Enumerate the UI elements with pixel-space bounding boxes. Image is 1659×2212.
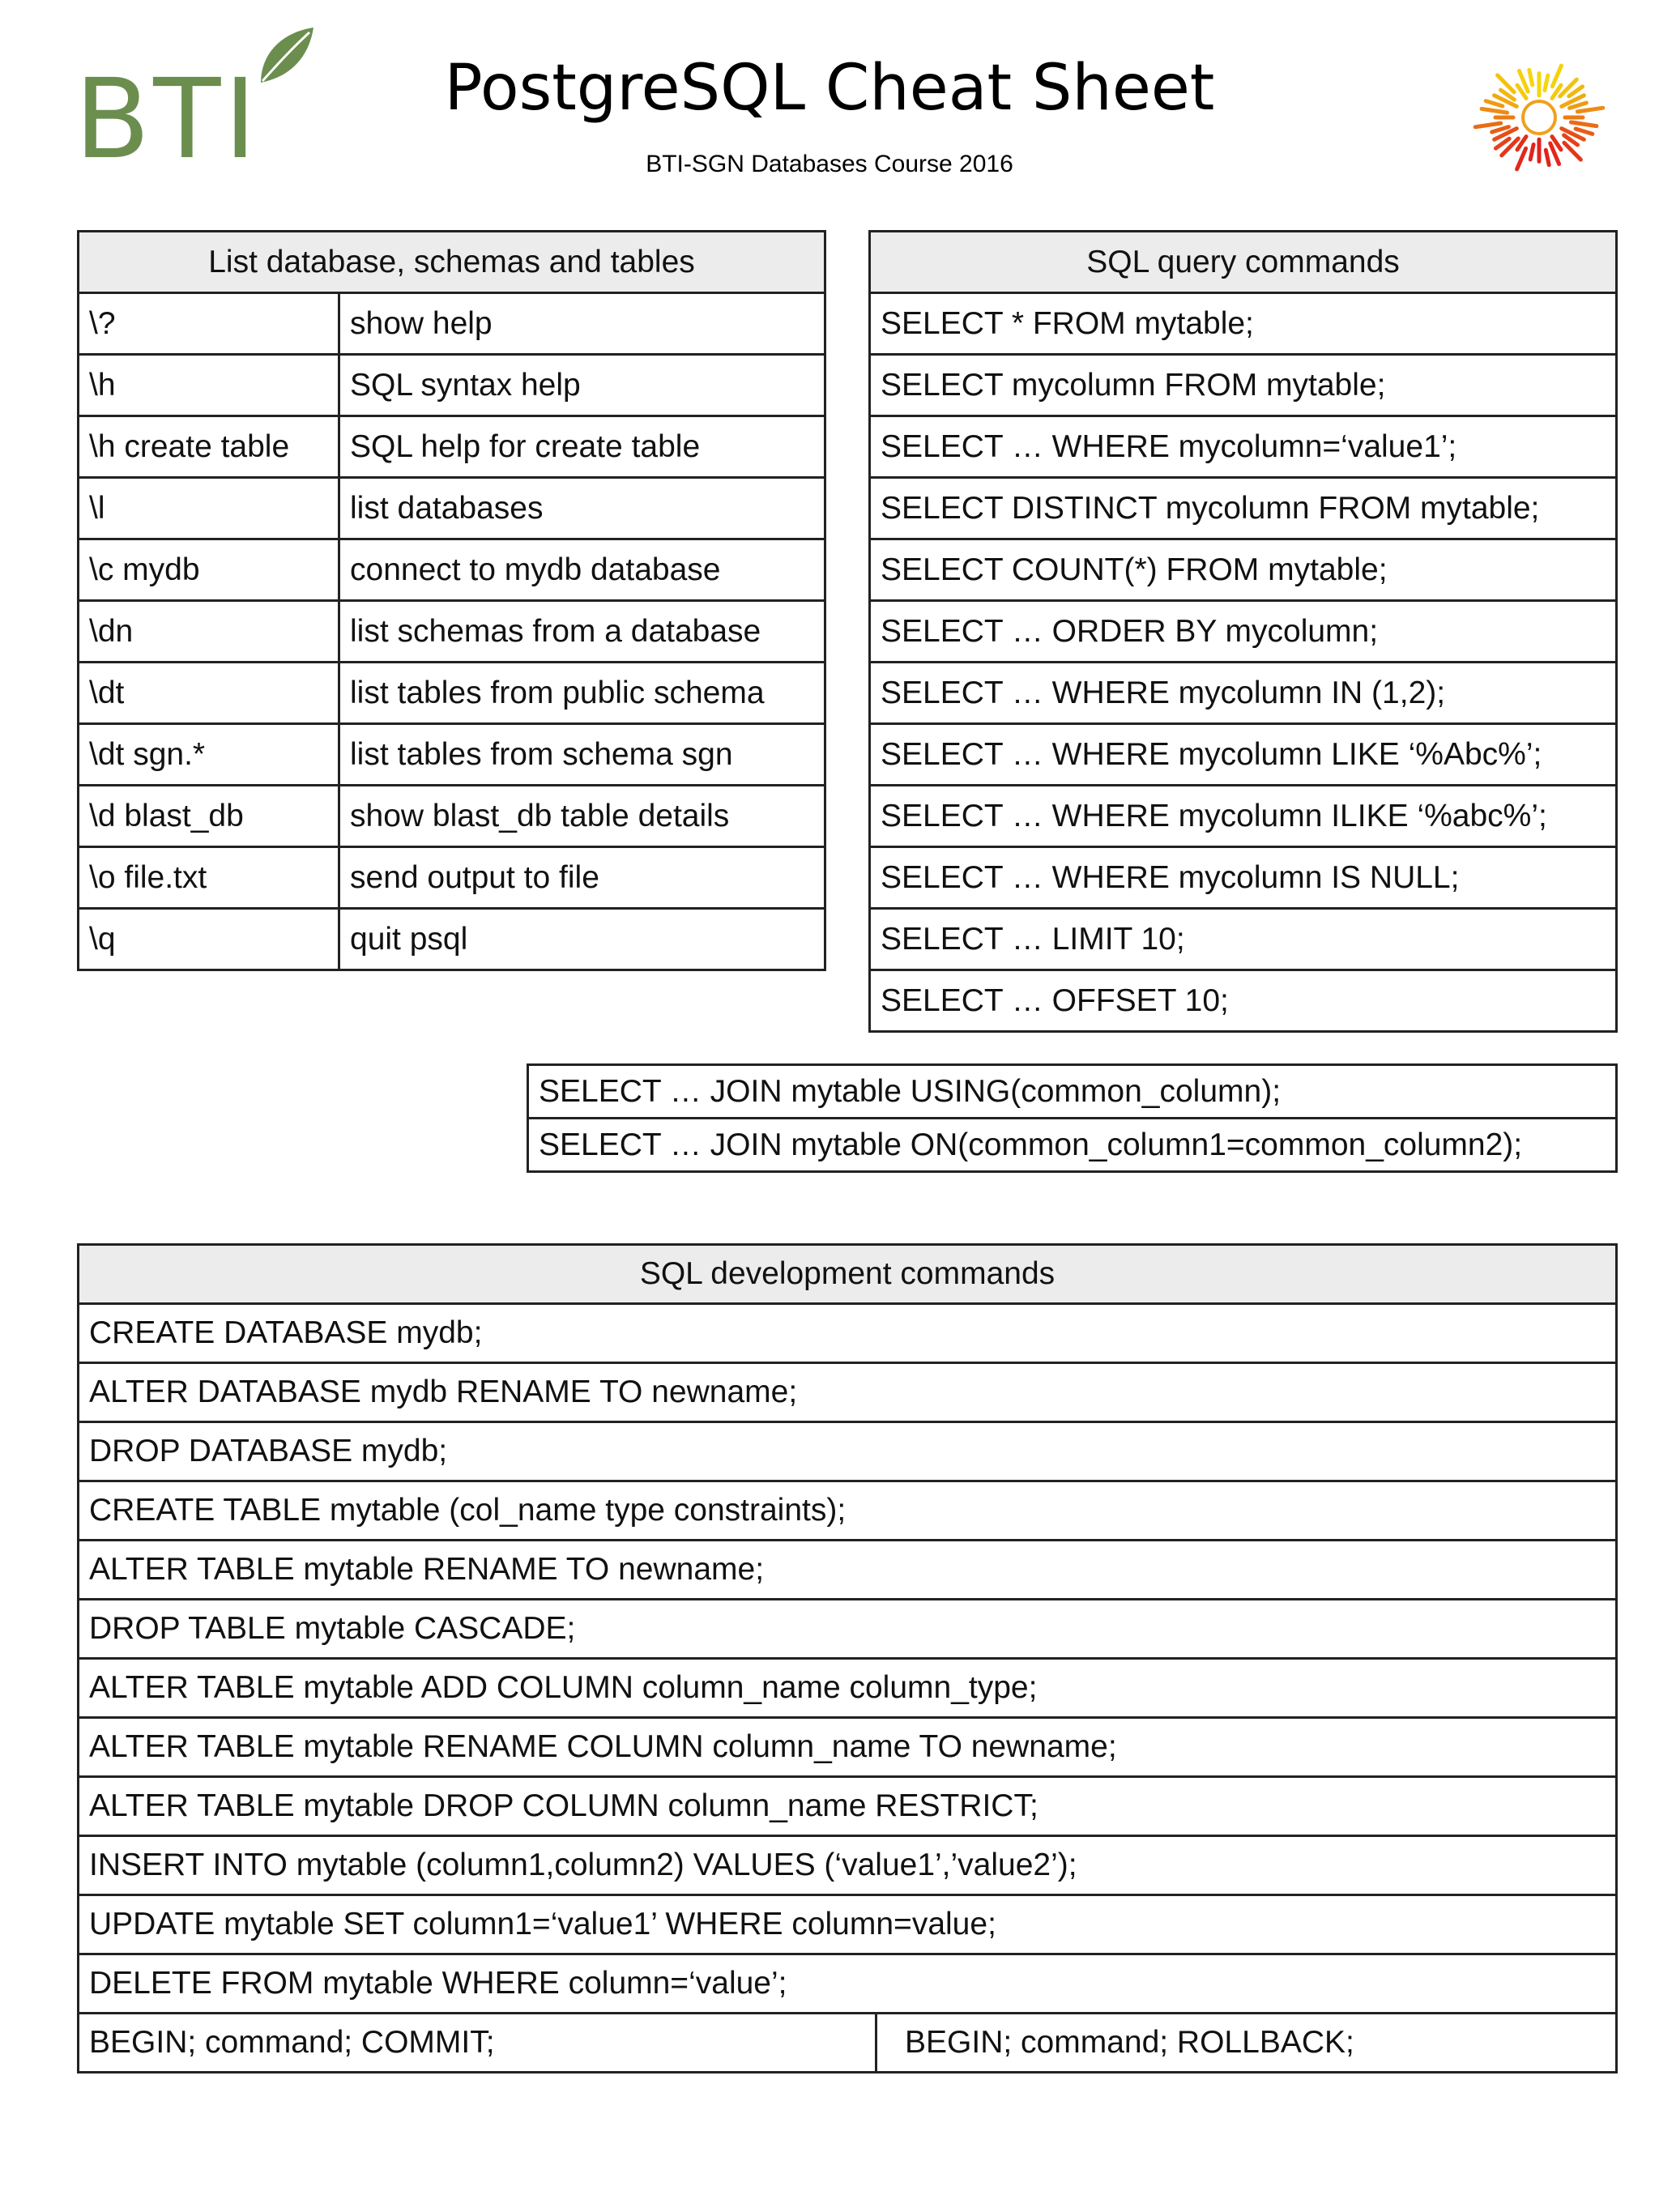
table-row <box>79 355 825 416</box>
command-cell: \dt <box>79 663 339 724</box>
join-cell: SELECT … JOIN mytable USING(common_column); <box>528 1065 1617 1119</box>
dev-command-cell: ALTER TABLE mytable RENAME COLUMN column_name TO newname; <box>79 1718 1617 1777</box>
query-cell: SELECT DISTINCT mycolumn FROM mytable; <box>870 478 1617 539</box>
table-row <box>528 1065 1617 1119</box>
table-row <box>870 355 1617 416</box>
description-cell: list schemas from a database <box>339 601 825 663</box>
table-row <box>870 416 1617 478</box>
join-cell: SELECT … JOIN mytable ON(common_column1=common_column2); <box>528 1119 1617 1172</box>
command-cell: \? <box>79 293 339 355</box>
table-row <box>79 847 825 909</box>
description-cell: list tables from schema sgn <box>339 724 825 786</box>
dev-command-cell: INSERT INTO mytable (column1,column2) VALUES (‘value1’,’value2’); <box>79 1836 1617 1895</box>
description-cell: connect to mydb database <box>339 539 825 601</box>
table-row <box>870 663 1617 724</box>
query-cell: SELECT … WHERE mycolumn IN (1,2); <box>870 663 1617 724</box>
dev-command-cell: CREATE TABLE mytable (col_name type constraints); <box>79 1481 1617 1541</box>
table-row <box>79 1954 1617 2014</box>
description-cell: list tables from public schema <box>339 663 825 724</box>
sunburst-ray <box>1486 101 1503 106</box>
description-cell: show help <box>339 293 825 355</box>
table-row <box>79 663 825 724</box>
command-cell: \c mydb <box>79 539 339 601</box>
dev-command-cell: CREATE DATABASE mydb; <box>79 1304 1617 1363</box>
dev-command-cell: DROP DATABASE mydb; <box>79 1422 1617 1481</box>
description-cell: show blast_db table details <box>339 786 825 847</box>
description-cell: send output to file <box>339 847 825 909</box>
command-cell: \h <box>79 355 339 416</box>
rollback-cell: BEGIN; command; ROLLBACK; <box>876 2014 1617 2073</box>
table-row <box>79 293 825 355</box>
command-cell: \d blast_db <box>79 786 339 847</box>
description-cell: list databases <box>339 478 825 539</box>
sunburst-ray <box>1530 145 1533 160</box>
table-row <box>79 601 825 663</box>
sunburst-ray <box>1546 150 1549 164</box>
table-row <box>79 1836 1617 1895</box>
command-cell: \o file.txt <box>79 847 339 909</box>
query-cell: SELECT … WHERE mycolumn ILIKE ‘%abc%’; <box>870 786 1617 847</box>
sunburst-ray <box>1570 103 1587 108</box>
table-row <box>79 2014 1617 2073</box>
query-cell: SELECT mycolumn FROM mytable; <box>870 355 1617 416</box>
query-cell: SELECT * FROM mytable; <box>870 293 1617 355</box>
command-cell: \l <box>79 478 339 539</box>
sunburst-ray <box>1552 66 1561 87</box>
query-cell: SELECT … WHERE mycolumn IS NULL; <box>870 847 1617 909</box>
table-row <box>528 1119 1617 1172</box>
query-cell: SELECT … OFFSET 10; <box>870 970 1617 1032</box>
logo-text: BTI <box>75 56 260 184</box>
description-cell: SQL help for create table <box>339 416 825 478</box>
table-row <box>79 1422 1617 1481</box>
sunburst-ray <box>1576 129 1593 134</box>
list-commands-heading: List database, schemas and tables <box>79 232 825 293</box>
table-row <box>870 970 1617 1032</box>
page-subtitle: BTI-SGN Databases Course 2016 <box>646 151 1013 177</box>
sunburst-ray <box>1517 148 1526 169</box>
sunburst-ray <box>1577 108 1603 112</box>
table-row <box>79 1481 1617 1541</box>
dev-command-cell: ALTER DATABASE mydb RENAME TO newname; <box>79 1363 1617 1422</box>
query-commands-heading: SQL query commands <box>870 232 1617 293</box>
table-row <box>79 724 825 786</box>
dev-command-cell: ALTER TABLE mytable RENAME TO newname; <box>79 1541 1617 1600</box>
table-row <box>79 1659 1617 1718</box>
table-row <box>870 478 1617 539</box>
table-row <box>870 601 1617 663</box>
table-row <box>870 293 1617 355</box>
query-cell: SELECT COUNT(*) FROM mytable; <box>870 539 1617 601</box>
commit-cell: BEGIN; command; COMMIT; <box>79 2014 876 2073</box>
dev-command-cell: ALTER TABLE mytable ADD COLUMN column_name column_type; <box>79 1659 1617 1718</box>
list-commands-table <box>77 230 826 971</box>
table-row <box>79 539 825 601</box>
dev-command-cell: DELETE FROM mytable WHERE column=‘value’; <box>79 1954 1617 2014</box>
table-row <box>79 1304 1617 1363</box>
sunburst-icon <box>1458 49 1620 186</box>
query-cell: SELECT … WHERE mycolumn LIKE ‘%Abc%’; <box>870 724 1617 786</box>
table-row <box>870 909 1617 970</box>
table-row <box>79 1363 1617 1422</box>
description-cell: SQL syntax help <box>339 355 825 416</box>
table-row <box>79 1895 1617 1954</box>
query-cell: SELECT … LIMIT 10; <box>870 909 1617 970</box>
table-row <box>870 847 1617 909</box>
table-row <box>870 539 1617 601</box>
page-title: PostgreSQL Cheat Sheet <box>444 52 1215 125</box>
table-row <box>79 1600 1617 1659</box>
dev-command-cell: UPDATE mytable SET column1=‘value1’ WHERE column=value; <box>79 1895 1617 1954</box>
table-row <box>79 786 825 847</box>
command-cell: \q <box>79 909 339 970</box>
sunburst-ray <box>1545 75 1548 90</box>
sunburst-ray <box>1475 123 1501 127</box>
command-cell: \h create table <box>79 416 339 478</box>
command-cell: \dn <box>79 601 339 663</box>
table-row <box>79 478 825 539</box>
sunburst-ray <box>1571 122 1597 126</box>
query-commands-table <box>868 230 1618 1033</box>
description-cell: quit psql <box>339 909 825 970</box>
table-row <box>79 909 825 970</box>
sunburst-ray <box>1529 70 1533 84</box>
sunburst-ray <box>1492 127 1509 132</box>
sunburst-ray <box>1482 109 1508 113</box>
dev-command-cell: ALTER TABLE mytable DROP COLUMN column_name RESTRICT; <box>79 1777 1617 1836</box>
sunburst-core <box>1523 101 1555 134</box>
dev-command-cell: DROP TABLE mytable CASCADE; <box>79 1600 1617 1659</box>
table-row <box>870 724 1617 786</box>
command-cell: \dt sgn.* <box>79 724 339 786</box>
query-cell: SELECT … WHERE mycolumn=‘value1’; <box>870 416 1617 478</box>
table-row <box>870 786 1617 847</box>
table-row <box>79 1777 1617 1836</box>
join-commands-table <box>527 1063 1618 1173</box>
table-row <box>79 1718 1617 1777</box>
development-commands-heading: SQL development commands <box>79 1245 1617 1304</box>
query-cell: SELECT … ORDER BY mycolumn; <box>870 601 1617 663</box>
table-row <box>79 1541 1617 1600</box>
development-commands-table <box>77 1243 1618 2073</box>
table-row <box>79 416 825 478</box>
